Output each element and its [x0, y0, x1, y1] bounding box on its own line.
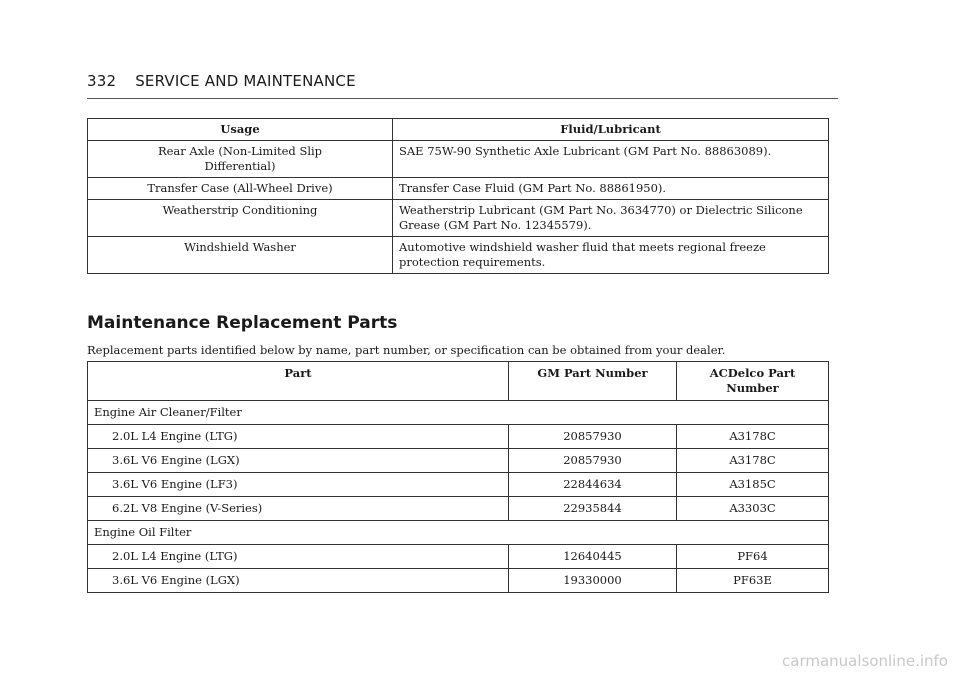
part-group-label: Engine Air Cleaner/Filter [88, 401, 829, 425]
watermark-text: carmanualsonline.info [782, 652, 948, 670]
acdelco-part-number-cell: PF64 [677, 545, 829, 569]
page-number: 332 [87, 72, 117, 90]
part-name-cell: 3.6L V6 Engine (LGX) [88, 569, 509, 593]
table-row [88, 545, 829, 569]
part-name-cell: 6.2L V8 Engine (V-Series) [88, 497, 509, 521]
acdelco-part-number-cell: PF63E [677, 569, 829, 593]
table-row [88, 425, 829, 449]
fluid-cell: Weatherstrip Lubricant (GM Part No. 3634770) or Dielectric Silicone Grease (GM Part No. 12345579). [393, 200, 829, 237]
gm-part-number-cell: 19330000 [509, 569, 677, 593]
gm-part-number-cell: 20857930 [509, 425, 677, 449]
acdelco-part-number-cell: A3185C [677, 473, 829, 497]
gm-part-number-cell: 12640445 [509, 545, 677, 569]
section-intro: Replacement parts identified below by name, part number, or specification can be obtained from your dealer. [87, 343, 726, 357]
fluid-lubricant-table [87, 118, 829, 274]
column-header-fluid: Fluid/Lubricant [393, 119, 829, 141]
table-row [88, 200, 829, 237]
replacement-parts-table [87, 361, 829, 593]
group-row [88, 401, 829, 425]
column-header-acdelco-part-number: ACDelco Part Number [677, 362, 829, 401]
table-row [88, 569, 829, 593]
column-header-part: Part [88, 362, 509, 401]
acdelco-part-number-cell: A3178C [677, 425, 829, 449]
table-header-row [88, 362, 829, 401]
fluid-cell: SAE 75W-90 Synthetic Axle Lubricant (GM Part No. 88863089). [393, 141, 829, 178]
section-title: Maintenance Replacement Parts [87, 313, 398, 333]
usage-cell: Transfer Case (All-Wheel Drive) [88, 178, 393, 200]
part-name-cell: 2.0L L4 Engine (LTG) [88, 425, 509, 449]
part-group-label: Engine Oil Filter [88, 521, 829, 545]
gm-part-number-cell: 22935844 [509, 497, 677, 521]
table-row [88, 237, 829, 274]
table-row [88, 497, 829, 521]
column-header-usage: Usage [88, 119, 393, 141]
usage-cell: Weatherstrip Conditioning [88, 200, 393, 237]
gm-part-number-cell: 22844634 [509, 473, 677, 497]
part-name-cell: 3.6L V6 Engine (LGX) [88, 449, 509, 473]
column-header-gm-part-number: GM Part Number [509, 362, 677, 401]
table-row [88, 473, 829, 497]
part-name-cell: 2.0L L4 Engine (LTG) [88, 545, 509, 569]
header-rule [87, 98, 838, 99]
table-row [88, 449, 829, 473]
usage-cell: Rear Axle (Non-Limited Slip Differential) [88, 141, 393, 178]
section-heading: SERVICE AND MAINTENANCE [135, 72, 356, 90]
page-header [87, 72, 356, 90]
table-row [88, 141, 829, 178]
fluid-cell: Transfer Case Fluid (GM Part No. 88861950). [393, 178, 829, 200]
table-header-row [88, 119, 829, 141]
table-row [88, 178, 829, 200]
fluid-cell: Automotive windshield washer fluid that meets regional freeze protection requirements. [393, 237, 829, 274]
gm-part-number-cell: 20857930 [509, 449, 677, 473]
group-row [88, 521, 829, 545]
acdelco-part-number-cell: A3178C [677, 449, 829, 473]
part-name-cell: 3.6L V6 Engine (LF3) [88, 473, 509, 497]
usage-cell: Windshield Washer [88, 237, 393, 274]
acdelco-part-number-cell: A3303C [677, 497, 829, 521]
